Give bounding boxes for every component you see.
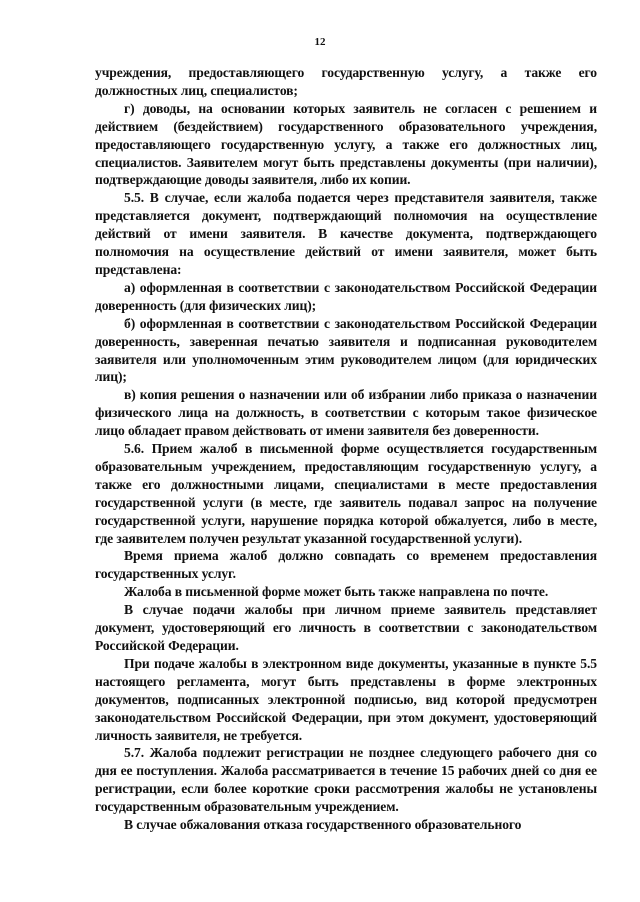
- paragraph: Время приема жалоб должно совпадать со временем предоставления государственных услуг.: [95, 548, 597, 582]
- paragraph: В случае обжалования отказа государственного образовательного: [124, 817, 522, 833]
- paragraph: 5.5. В случае, если жалоба подается через представителя заявителя, также представляется документ, подтверждающий полномочия на осуществление действий от имени заявителя. В качестве документа, подтверждающего полномочия на осуществление действий от имени заявителя, может быть представлена:: [95, 190, 597, 277]
- paragraph: Жалоба в письменной форме может быть также направлена по почте.: [124, 584, 549, 600]
- paragraph: 5.6. Прием жалоб в письменной форме осуществляется государственным образовательным учреждением, предоставляющим государственную услугу, а также его должностными лицами, специалистами в месте предоставления государственной услуги (в месте, где заявитель подавал запрос на получение государственной услуги, нарушение порядка которой обжалуется, либо в месте, где заявителем получен результат указанной государственной услуги).: [95, 441, 597, 546]
- paragraph: в) копия решения о назначении или об избрании либо приказа о назначении физического лица на должность, в соответствии с которым такое физическое лицо обладает правом действовать от имени заявителя без доверенности.: [95, 387, 597, 439]
- paragraph: учреждения, предоставляющего государственную услугу, а также его должностных лиц, специалистов;: [95, 65, 597, 98]
- paragraph: г) доводы, на основании которых заявитель не согласен с решением и действием (бездействием) государственного образовательного учреждения, предоставляющего государственную услугу, а также его должностных лиц, специалистов. Заявителем могут быть представлены документы (при наличии), подтверждающие доводы заявителя, либо их копии.: [95, 100, 597, 188]
- paragraph: В случае подачи жалобы при личном приеме заявитель представляет документ, удостоверяющий его личность в соответствии с законодательством Российской Федерации.: [95, 602, 597, 653]
- body-text: [95, 64, 597, 834]
- paragraph: При подаче жалобы в электронном виде документы, указанные в пункте 5.5 настоящего регламента, могут быть представлены в форме электронных документов, подписанных электронной подписью, вид которой предусмотрен законодательством Российской Федерации, при этом документ, удостоверяющий личность заявителя, не требуется.: [95, 655, 597, 743]
- paragraph: 5.7. Жалоба подлежит регистрации не позднее следующего рабочего дня со дня ее поступления. Жалоба рассматривается в течение 15 рабочих дней со дня ее регистрации, если более короткие сроки рассмотрения жалобы не установлены государственным образовательным учреждением.: [95, 745, 597, 815]
- paragraph: а) оформленная в соответствии с законодательством Российской Федерации доверенность (для физических лиц);: [95, 279, 597, 313]
- page-number: 12: [314, 36, 326, 48]
- paragraph: б) оформленная в соответствии с законодательством Российской Федерации доверенность, заверенная печатью заявителя и подписанная руководителем заявителя или уполномоченным этим руководителем лицом (для юридических лиц);: [95, 315, 597, 385]
